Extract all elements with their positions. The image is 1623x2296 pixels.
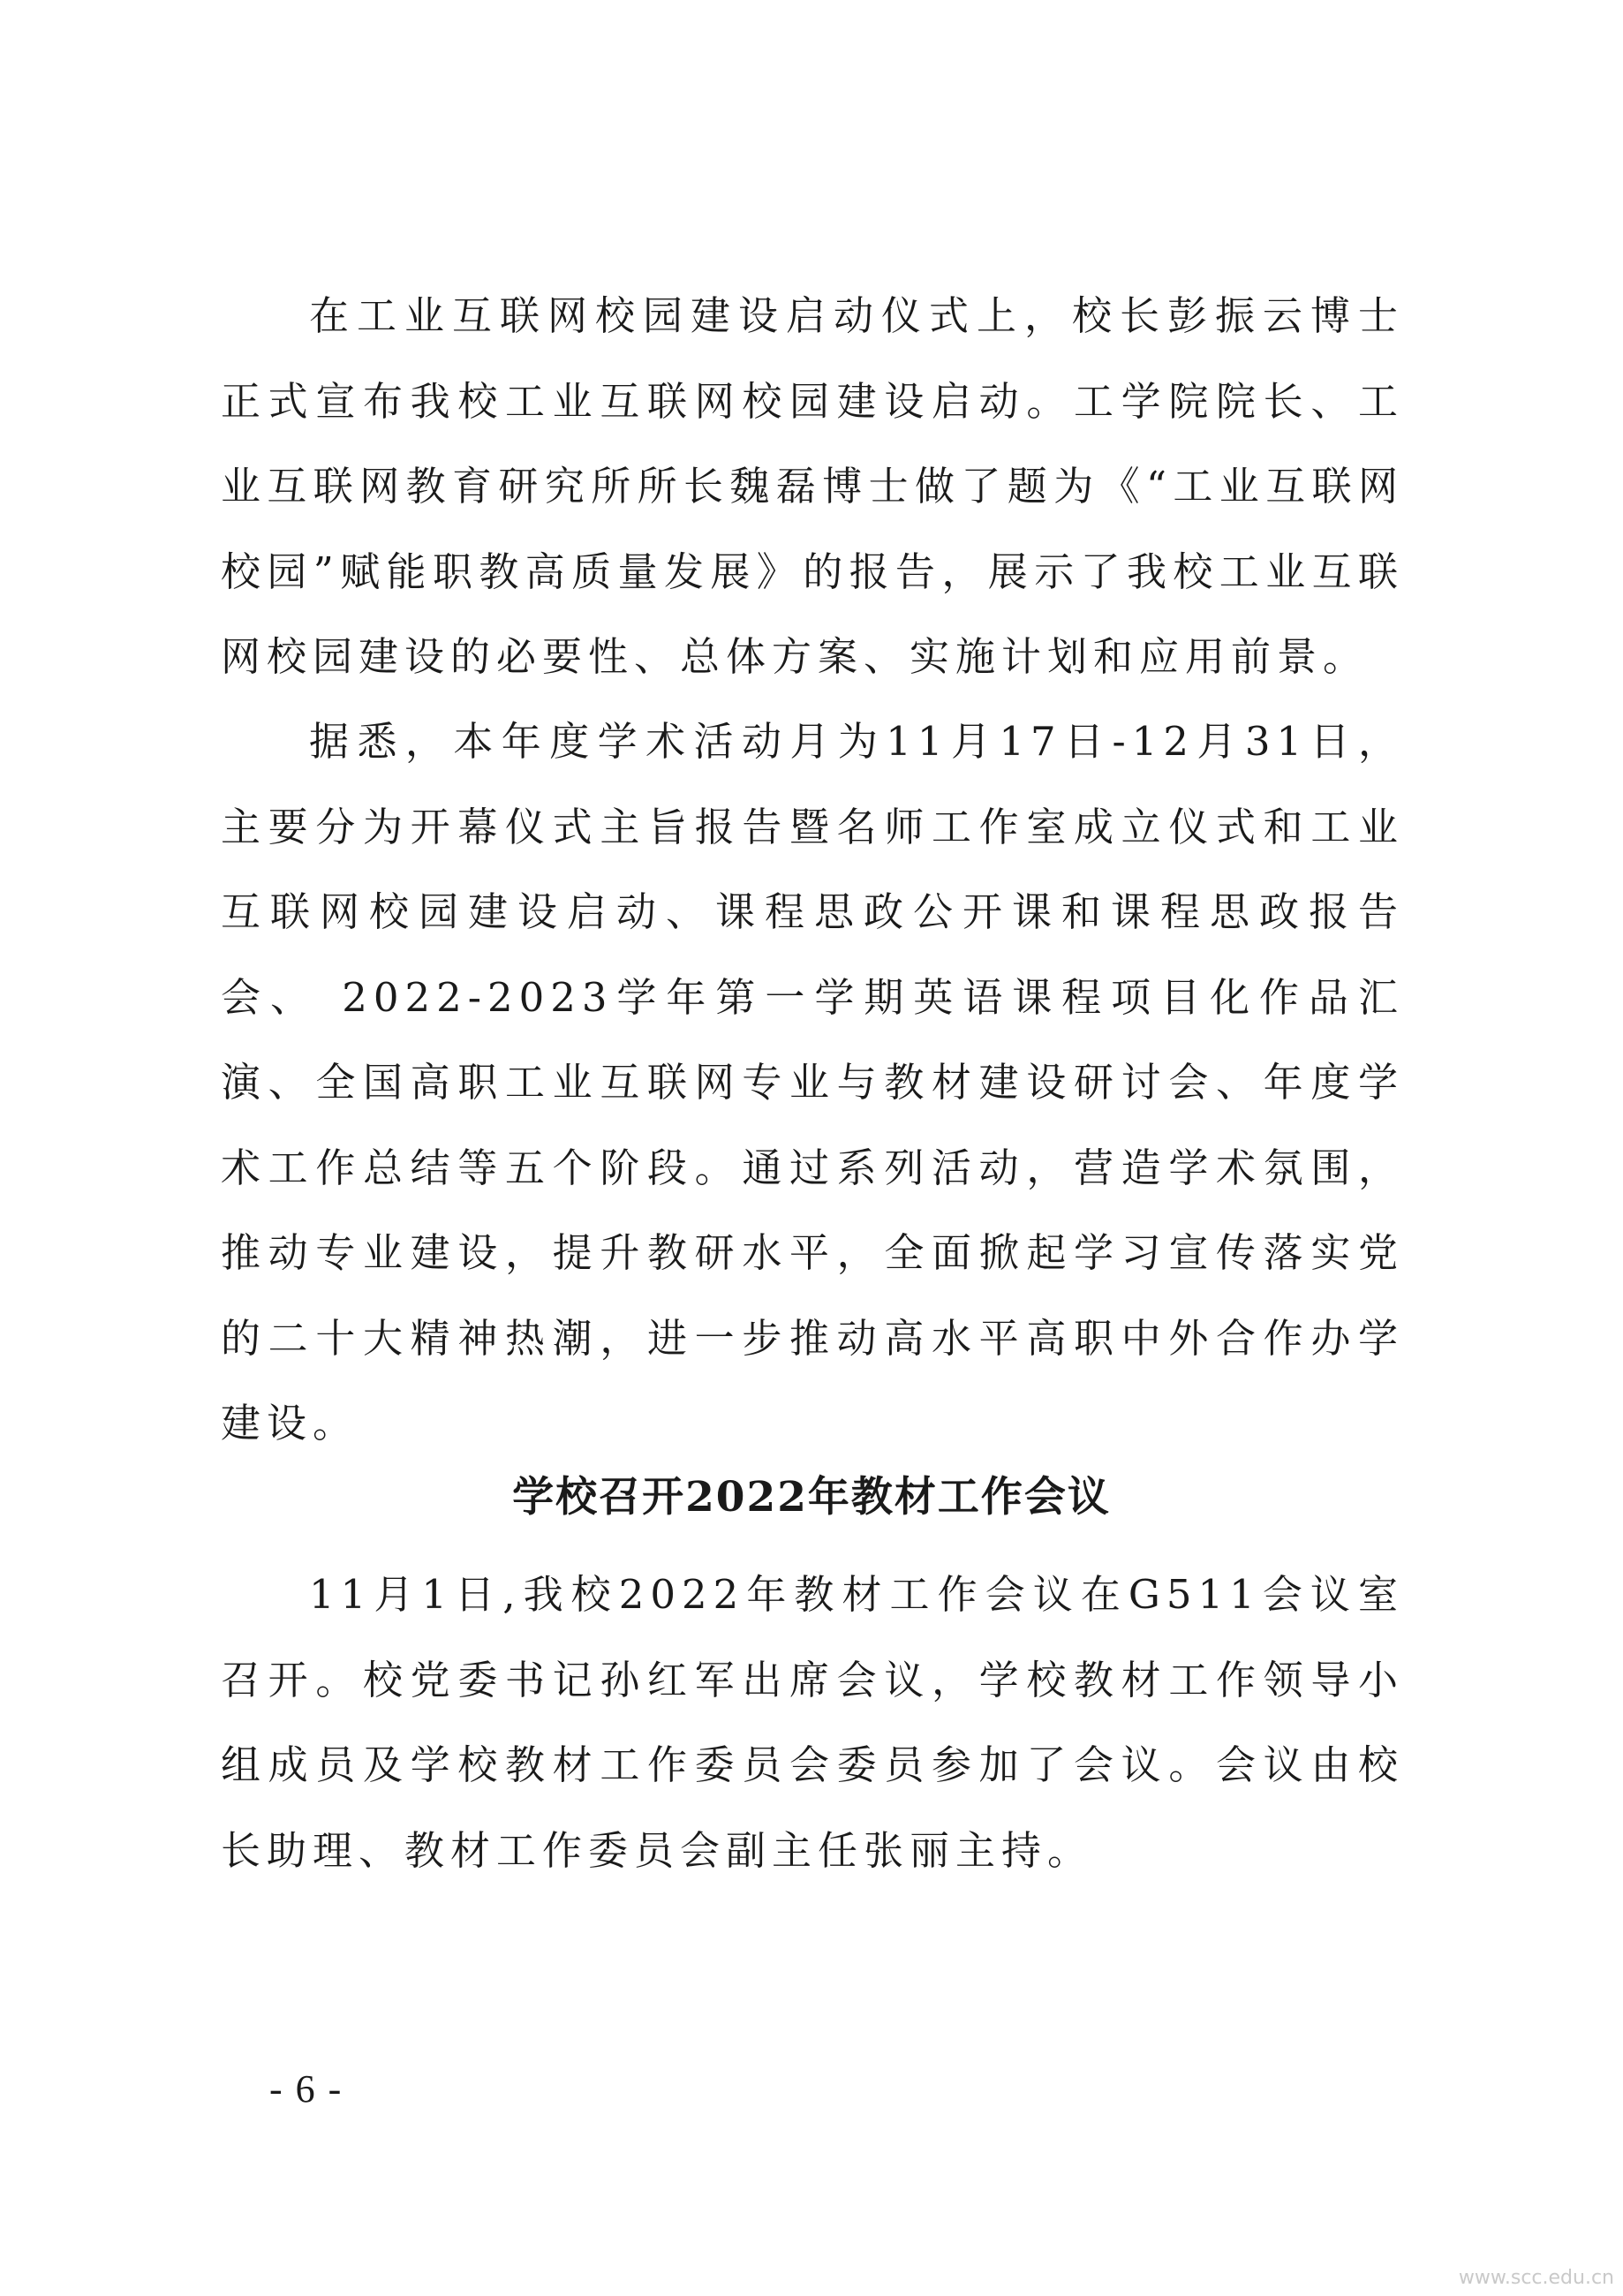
section-heading: 学校召开2022年教材工作会议 [512, 1473, 1111, 1522]
page-number: - 6 - [269, 2067, 343, 2111]
paragraph-academic-month: 据悉，本年度学术活动月为11月17日-12月31日，主要分为开幕仪式主旨报告暨名师工作室成立仪式和工业互联网校园建设启动、课程思政公开课和课程思政报告会、 2022-2023学年第一学期英语课程项目化作品汇演、全国高职工业互联网专业与教材建设研讨会、年度学术工作总结等五个阶段。通过系列活动，营造学术氛围，推动专业建设，提升教研水平，全面掀起学习宣传落实党的二十大精神热潮，进一步推动高水平高职中外合作办学建设。 [221, 718, 1404, 1446]
watermark: www.scc.edu.cn [1458, 2267, 1614, 2289]
paragraph-launch-ceremony: 在工业互联网校园建设启动仪式上，校长彭振云博士正式宣布我校工业互联网校园建设启动。工学院院长、工业互联网教育研究所所长魏磊博士做了题为《“工业互联网校园”赋能职教高质量发展》的报告，展示了我校工业互联网校园建设的必要性、总体方案、实施计划和应用前景。 [221, 292, 1404, 680]
paragraph-textbook-meeting: 11月1日,我校2022年教材工作会议在G511会议室召开。校党委书记孙红军出席会议，学校教材工作领导小组成员及学校教材工作委员会委员参加了会议。会议由校长助理、教材工作委员会副主任张丽主持。 [221, 1571, 1404, 1874]
